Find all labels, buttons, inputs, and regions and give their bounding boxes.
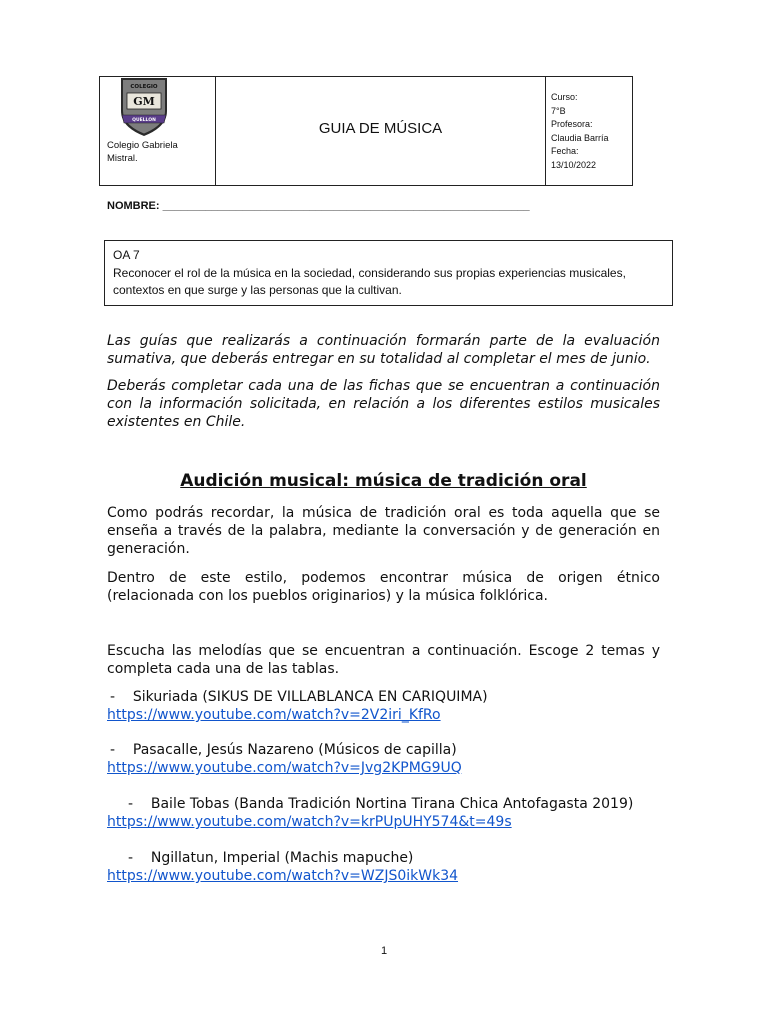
objective-code: OA 7 <box>113 248 140 262</box>
profesora-value: Claudia Barría <box>551 132 609 143</box>
crest-initials: GM <box>133 95 155 108</box>
song-title: Baile Tobas (Banda Tradición Nortina Tirana Chica Antofagasta 2019) <box>150 796 634 812</box>
intro-paragraph-1: Las guías que realizarás a continuación formarán parte de la evaluación sumativa, que deberás entregar en su totalidad al completar el mes de junio. <box>107 333 660 367</box>
song-link[interactable]: https://www.youtube.com/watch?v=krPUpUHY574&t=49s <box>107 814 512 830</box>
document-title: GUIA DE MÚSICA <box>318 119 443 137</box>
header-title-cell <box>216 77 546 185</box>
fecha-label: Fecha: <box>551 146 579 156</box>
song-item <box>107 741 462 777</box>
intro-paragraph-2: Deberás completar cada una de las fichas que se encuentran a continuación con la información solicitada, en relación a los diferentes estilos musicales existentes en Chile. <box>107 378 660 430</box>
page-number: 1 <box>380 945 388 957</box>
list-dash: - <box>110 689 116 705</box>
song-item <box>107 688 488 724</box>
crest-top-text: COLEGIO <box>130 84 158 90</box>
section-paragraph-1: Como podrás recordar, la música de tradición oral es toda aquella que se enseña a través de la palabra, mediante la conversación y de generación en generación. <box>107 505 660 557</box>
objective-box <box>104 240 673 306</box>
list-dash: - <box>128 850 134 866</box>
list-dash: - <box>128 796 134 812</box>
school-crest-icon <box>119 77 169 137</box>
section-title: Audición musical: música de tradición oral <box>180 471 587 491</box>
curso-value: 7°B <box>551 105 566 116</box>
header-logo-cell <box>100 77 216 185</box>
section-paragraph-3: Escucha las melodías que se encuentran a continuación. Escoge 2 temas y completa cada una de las tablas. <box>107 643 660 677</box>
song-link[interactable]: https://www.youtube.com/watch?v=WZJS0ikWk34 <box>107 868 459 884</box>
song-item <box>107 795 633 831</box>
song-item <box>107 849 458 885</box>
list-dash: - <box>110 742 116 758</box>
curso-label: Curso: <box>551 92 578 102</box>
section-paragraph-2: Dentro de este estilo, podemos encontrar música de origen étnico (relacionada con los pueblos originarios) y la música folklórica. <box>107 570 660 604</box>
objective-text: Reconocer el rol de la música en la sociedad, considerando sus propias experiencias musicales, contextos en que surge y las personas que la cultivan. <box>113 265 626 297</box>
profesora-label: Profesora: <box>551 119 593 129</box>
song-link[interactable]: https://www.youtube.com/watch?v=2V2iri_KfRo <box>107 707 441 723</box>
header-info-cell <box>546 77 632 185</box>
crest-bottom-text: QUELLON <box>132 118 156 123</box>
school-name: Colegio Gabriela Mistral. <box>107 140 178 164</box>
song-link[interactable]: https://www.youtube.com/watch?v=Jvg2KPMG9UQ <box>107 760 462 776</box>
header-table <box>99 76 633 186</box>
song-title: Pasacalle, Jesús Nazareno (Músicos de capilla) <box>132 742 457 758</box>
fecha-value: 13/10/2022 <box>551 159 597 170</box>
song-title: Sikuriada (SIKUS DE VILLABLANCA EN CARIQUIMA) <box>132 689 488 705</box>
song-title: Ngillatun, Imperial (Machis mapuche) <box>150 850 414 866</box>
nombre-field: NOMBRE: ____________________________________________________________ <box>107 200 530 212</box>
